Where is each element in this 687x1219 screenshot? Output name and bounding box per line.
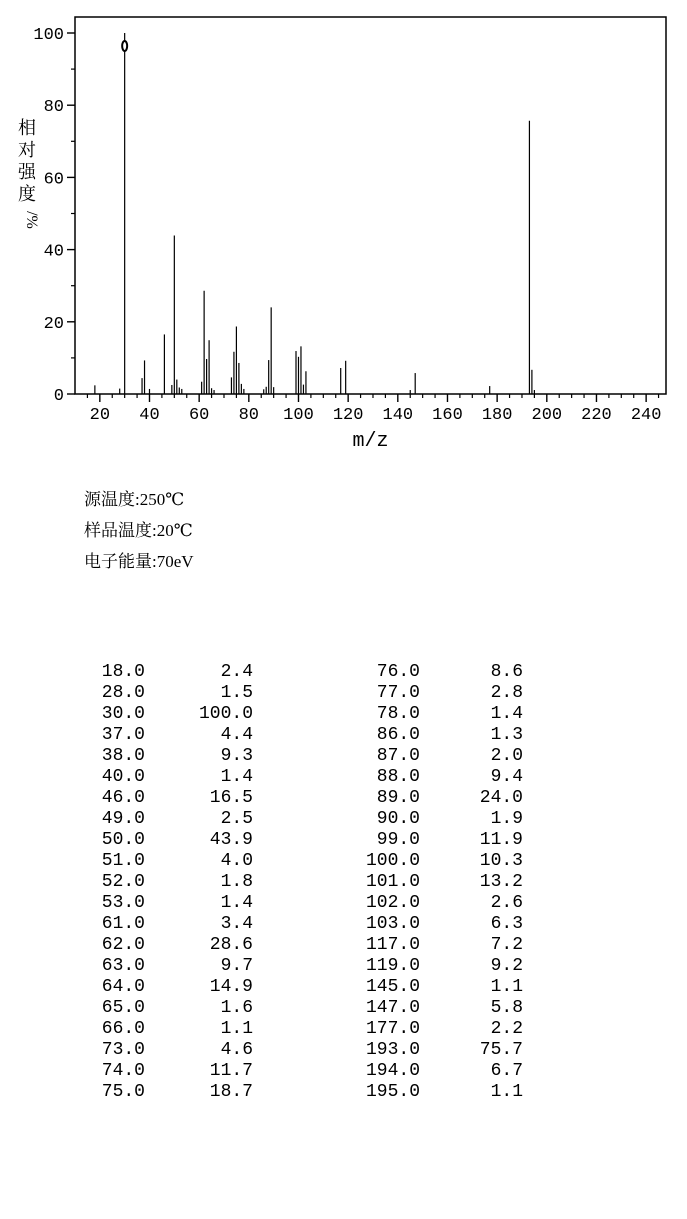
y-tick-label: 100: [33, 26, 64, 45]
intensity-value: 2.6: [490, 893, 523, 913]
mz-value: 61.0: [101, 914, 145, 934]
mz-value: 64.0: [101, 977, 145, 997]
table-row: [0, 830, 253, 851]
intensity-value: 9.7: [220, 956, 253, 976]
table-row: [267, 1082, 523, 1103]
table-row: [267, 767, 523, 788]
table-row: [0, 809, 253, 830]
mz-value: 102.0: [365, 893, 420, 913]
intensity-value: 14.9: [209, 977, 253, 997]
y-tick-label: 80: [43, 98, 64, 118]
mz-value: 74.0: [101, 1061, 145, 1081]
y-tick-label: 40: [43, 242, 64, 262]
table-row: [0, 893, 253, 914]
intensity-value: 1.4: [490, 704, 523, 724]
mz-value: 18.0: [101, 662, 145, 682]
intensity-value: 7.2: [490, 935, 523, 955]
intensity-value: 1.9: [490, 809, 523, 829]
intensity-value: 2.0: [490, 746, 523, 766]
intensity-value: 1.3: [490, 725, 523, 745]
x-tick-label: 100: [283, 406, 314, 425]
intensity-value: 75.7: [479, 1040, 523, 1060]
mz-value: 65.0: [101, 998, 145, 1018]
mz-value: 90.0: [376, 809, 420, 829]
x-tick-label: 200: [531, 406, 563, 425]
mz-value: 50.0: [101, 830, 145, 850]
peak-table-left-column: [0, 662, 253, 1103]
y-axis-title-char: 对: [18, 140, 36, 160]
mz-value: 100.0: [365, 851, 420, 871]
table-row: [0, 914, 253, 935]
mz-value: 177.0: [365, 1019, 420, 1039]
mz-value: 103.0: [365, 914, 420, 934]
mz-value: 78.0: [376, 704, 420, 724]
table-row: [267, 830, 523, 851]
table-row: [267, 1019, 523, 1040]
x-tick-label: 120: [332, 406, 364, 425]
mz-value: 194.0: [365, 1061, 420, 1081]
mz-value: 77.0: [376, 683, 420, 703]
table-row: [0, 1019, 253, 1040]
peak-table-right-column: [267, 662, 523, 1103]
table-row: [0, 851, 253, 872]
intensity-value: 4.6: [220, 1040, 253, 1060]
table-row: [0, 935, 253, 956]
intensity-value: 6.3: [490, 914, 523, 934]
x-tick-label: 160: [432, 406, 463, 425]
table-row: [0, 683, 253, 704]
intensity-value: 1.4: [220, 767, 253, 787]
intensity-value: 4.4: [220, 725, 253, 745]
intensity-value: 11.9: [479, 830, 523, 850]
x-tick-label: 80: [238, 406, 260, 425]
table-row: [0, 1040, 253, 1061]
intensity-value: 8.6: [490, 662, 523, 682]
table-row: [267, 662, 523, 683]
mz-value: 99.0: [376, 830, 420, 850]
intensity-value: 1.1: [490, 1082, 523, 1102]
intensity-value: 1.4: [220, 893, 253, 913]
table-row: [267, 914, 523, 935]
intensity-value: 5.8: [490, 998, 523, 1018]
intensity-value: 6.7: [490, 1061, 523, 1081]
plot-border: [75, 17, 666, 394]
table-row: [0, 1061, 253, 1082]
source-temperature-line: 源温度:250℃: [84, 490, 185, 509]
intensity-value: 18.7: [209, 1082, 253, 1102]
table-row: [0, 767, 253, 788]
intensity-value: 2.8: [490, 683, 523, 703]
table-row: [0, 725, 253, 746]
intensity-value: 9.4: [490, 767, 523, 787]
intensity-value: 3.4: [220, 914, 253, 934]
mz-value: 40.0: [101, 767, 145, 787]
intensity-value: 1.1: [220, 1019, 253, 1039]
table-row: [267, 1040, 523, 1061]
table-row: [0, 872, 253, 893]
mz-value: 62.0: [101, 935, 145, 955]
table-row: [0, 977, 253, 998]
analysis-conditions: [84, 490, 194, 583]
mz-value: 89.0: [376, 788, 420, 808]
table-row: [267, 977, 523, 998]
mz-value: 88.0: [376, 767, 420, 787]
table-row: [0, 1082, 253, 1103]
y-axis-title-char: 相: [18, 118, 36, 138]
mz-value: 49.0: [101, 809, 145, 829]
mz-value: 76.0: [376, 662, 420, 682]
intensity-value: 24.0: [479, 788, 523, 808]
table-row: [267, 872, 523, 893]
table-row: [267, 851, 523, 872]
mz-value: 75.0: [101, 1082, 145, 1102]
table-row: [267, 788, 523, 809]
mz-value: 28.0: [101, 683, 145, 703]
intensity-value: 100.0: [198, 704, 253, 724]
x-axis-title: m/z: [352, 430, 389, 453]
table-row: [267, 1061, 523, 1082]
table-row: [0, 956, 253, 977]
x-tick-label: 20: [89, 406, 111, 425]
intensity-value: 2.2: [490, 1019, 523, 1039]
mz-value: 37.0: [101, 725, 145, 745]
x-tick-label: 60: [188, 406, 210, 425]
sample-temperature-line: 样品温度:20℃: [84, 521, 193, 540]
mz-value: 53.0: [101, 893, 145, 913]
mz-value: 30.0: [101, 704, 145, 724]
table-row: [267, 725, 523, 746]
intensity-value: 9.2: [490, 956, 523, 976]
table-row: [267, 935, 523, 956]
intensity-value: 1.5: [220, 683, 253, 703]
mz-value: 66.0: [101, 1019, 145, 1039]
mz-value: 193.0: [365, 1040, 420, 1060]
table-row: [267, 683, 523, 704]
intensity-value: 2.5: [220, 809, 253, 829]
table-row: [267, 998, 523, 1019]
mz-value: 145.0: [365, 977, 420, 997]
electron-energy-line: 电子能量:70eV: [84, 552, 194, 571]
mz-value: 119.0: [365, 956, 420, 976]
table-row: [0, 788, 253, 809]
table-row: [267, 704, 523, 725]
intensity-value: 43.9: [209, 830, 253, 850]
intensity-value: 1.1: [490, 977, 523, 997]
table-row: [267, 746, 523, 767]
intensity-value: 16.5: [209, 788, 253, 808]
y-tick-label: 20: [43, 314, 64, 334]
mz-value: 117.0: [365, 935, 420, 955]
intensity-value: 1.8: [220, 872, 253, 892]
table-row: [0, 998, 253, 1019]
y-axis-title-unit: /%: [23, 211, 40, 229]
mass-spectrum-chart: [0, 0, 687, 455]
y-tick-label: 60: [43, 170, 64, 190]
y-axis-title-char: 强: [18, 162, 36, 182]
mz-value: 195.0: [365, 1082, 420, 1102]
intensity-value: 10.3: [479, 851, 523, 871]
table-row: [267, 956, 523, 977]
table-row: [0, 746, 253, 767]
x-tick-label: 140: [382, 406, 414, 425]
mz-value: 101.0: [365, 872, 420, 892]
mz-value: 87.0: [376, 746, 420, 766]
y-tick-label: 0: [53, 387, 64, 406]
y-axis-title-char: 度: [18, 184, 36, 204]
x-tick-label: 240: [630, 406, 662, 425]
intensity-value: 28.6: [209, 935, 253, 955]
mz-value: 38.0: [101, 746, 145, 766]
mz-value: 73.0: [101, 1040, 145, 1060]
mz-value: 63.0: [101, 956, 145, 976]
table-row: [267, 893, 523, 914]
x-tick-label: 180: [481, 406, 513, 425]
mz-value: 46.0: [101, 788, 145, 808]
intensity-value: 2.4: [220, 662, 253, 682]
mz-value: 147.0: [365, 998, 420, 1018]
intensity-value: 9.3: [220, 746, 253, 766]
table-row: [267, 809, 523, 830]
base-peak-marker: [122, 41, 127, 51]
table-row: [0, 662, 253, 683]
mz-value: 86.0: [376, 725, 420, 745]
table-row: [0, 704, 253, 725]
intensity-value: 11.7: [209, 1061, 253, 1081]
intensity-value: 13.2: [479, 872, 523, 892]
mz-value: 52.0: [101, 872, 145, 892]
intensity-value: 1.6: [220, 998, 253, 1018]
intensity-value: 4.0: [220, 851, 253, 871]
x-tick-label: 40: [139, 406, 160, 425]
x-tick-label: 220: [581, 406, 612, 425]
mz-value: 51.0: [101, 851, 145, 871]
